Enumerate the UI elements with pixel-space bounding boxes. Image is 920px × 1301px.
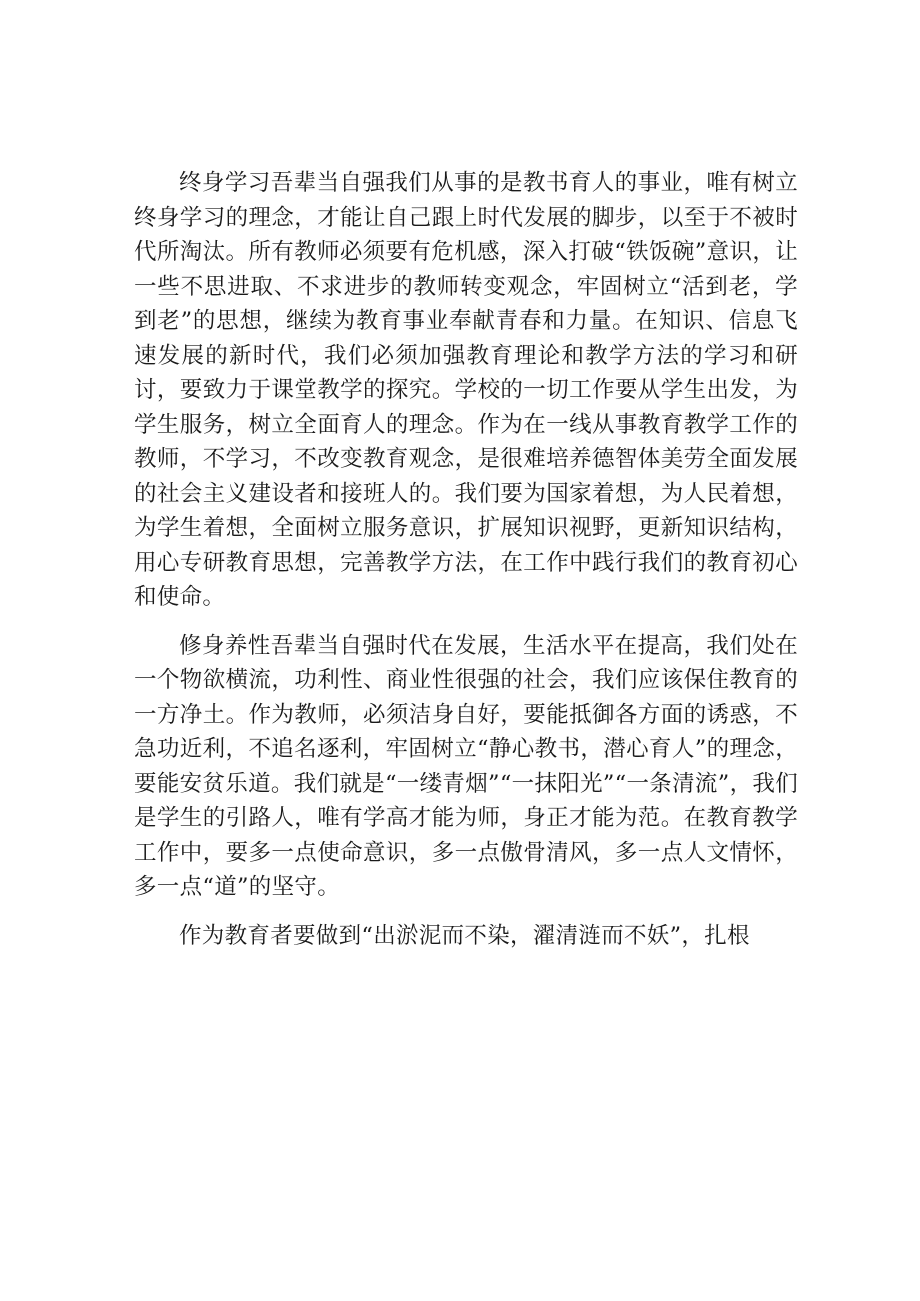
paragraph-lifelong-learning: 终身学习吾辈当自强我们从事的是教书育人的事业，唯有树立终身学习的理念，才能让自己跟上时代发展的脚步，以至于不被时代所淘汰。所有教师必须要有危机感，深入打破“铁饭碗”意识，让一些不思进取、不求进步的教师转变观念，牢固树立“活到老，学到老”的思想，继续为教育事业奉献青春和力量。在知识、信息飞速发展的新时代，我们必须加强教育理论和教学方法的学习和研讨，要致力于课堂教学的探究。学校的一切工作要从学生出发，为学生服务，树立全面育人的理念。作为在一线从事教育教学工作的教师，不学习，不改变教育观念，是很难培养德智体美劳全面发展的社会主义建设者和接班人的。我们要为国家着想，为人民着想，为学生着想，全面树立服务意识，扩展知识视野，更新知识结构，用心专研教育思想，完善教学方法，在工作中践行我们的教育初心和使命。 xyxy=(134,170,798,610)
document-body xyxy=(134,166,798,967)
paragraph-educator: 作为教育者要做到“出淤泥而不染，濯清涟而不妖”，扎根 xyxy=(179,922,750,949)
paragraph-self-cultivation: 修身养性吾辈当自强时代在发展，生活水平在提高，我们处在一个物欲横流，功利性、商业性很强的社会，我们应该保住教育的一方净土。作为教师，必须洁身自好，要能抵御各方面的诱惑，不急功近利，不追名逐利，牢固树立“静心教书，潜心育人”的理念，要能安贫乐道。我们就是“一缕青烟”“一抹阳光”“一条清流”，我们是学生的引路人，唯有学高才能为师，身正才能为范。在教育教学工作中，要多一点使命意识，多一点傲骨清风，多一点人文情怀，多一点“道”的坚守。 xyxy=(134,632,798,900)
